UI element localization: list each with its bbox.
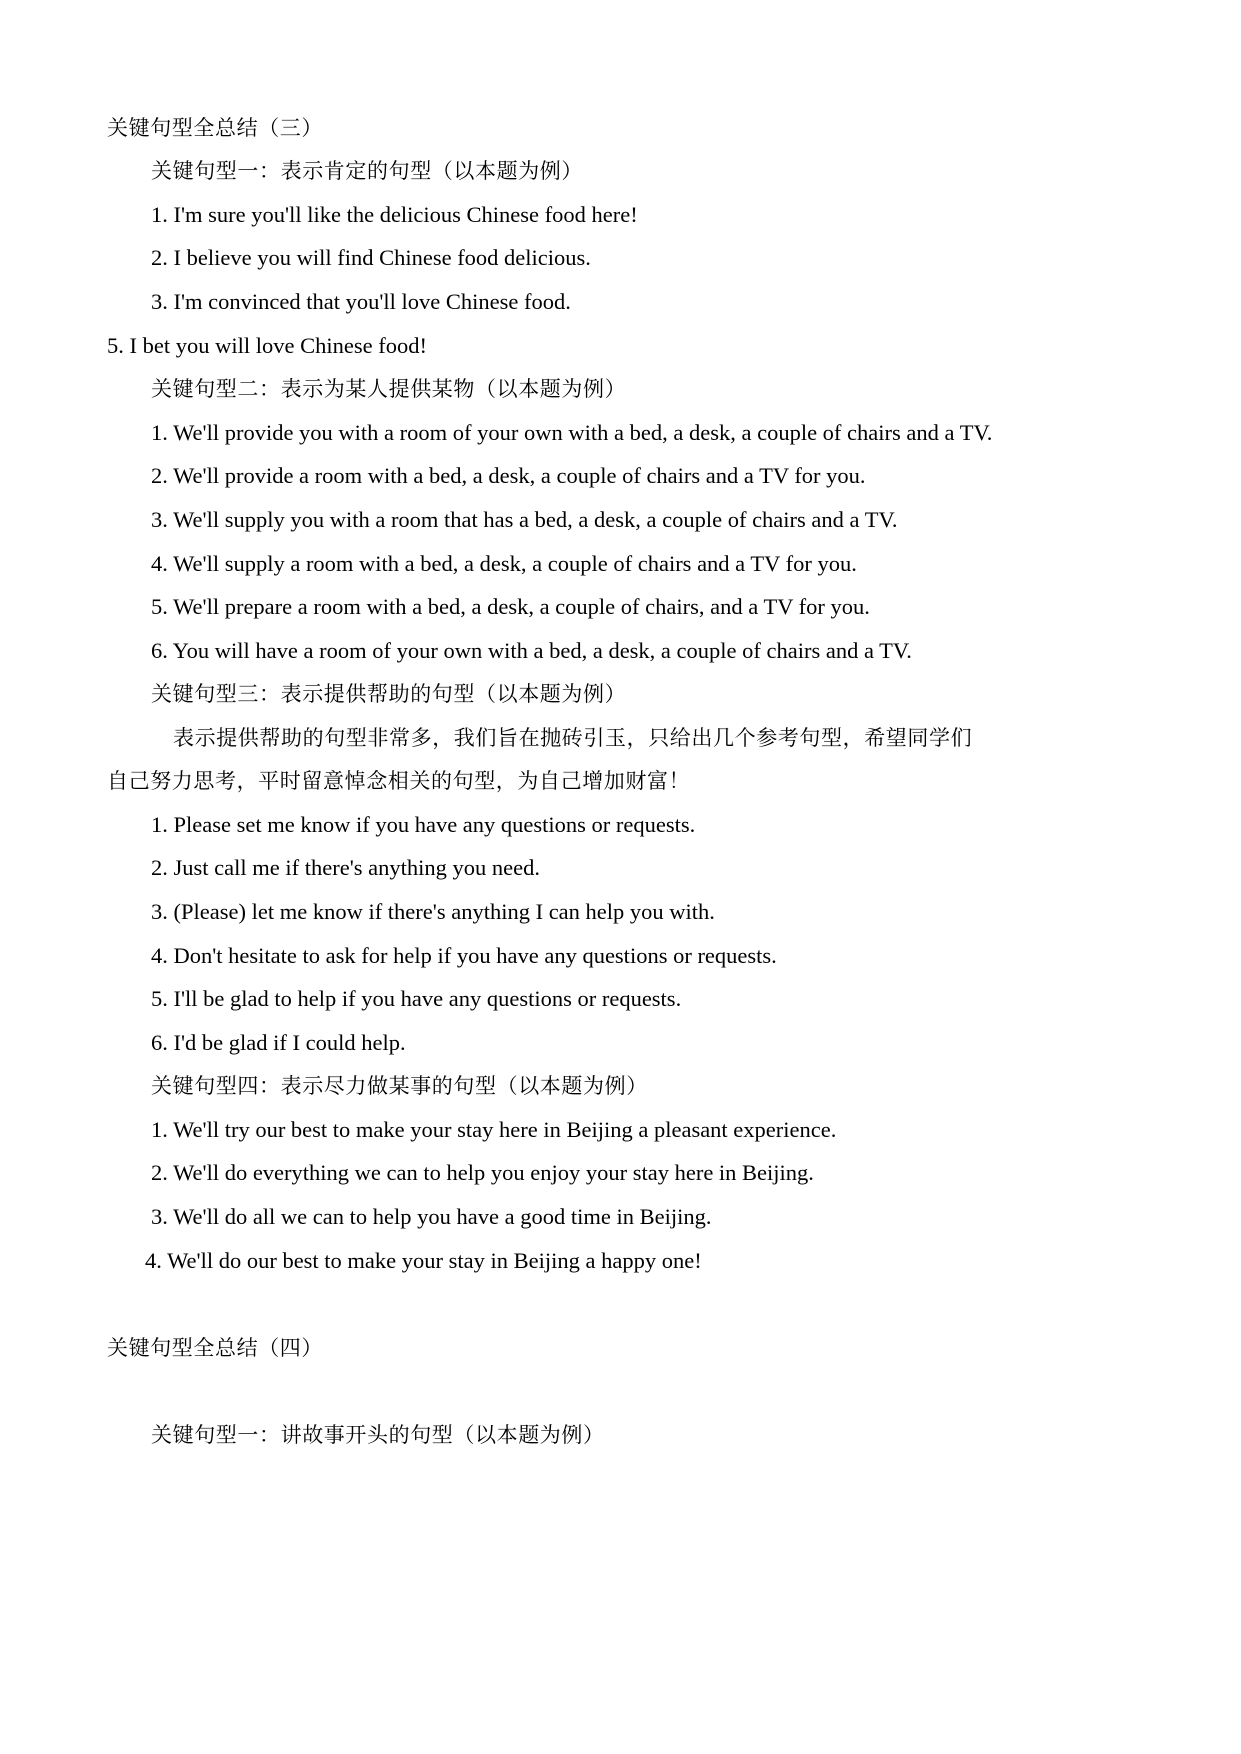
intro-paragraph-line: 自己努力思考，平时留意悼念相关的句型，为自己增加财富！: [107, 769, 691, 793]
list-item: 3. (Please) let me know if there's anything I can help you with.: [151, 899, 715, 924]
list-item: 4. We'll supply a room with a bed, a desk, a couple of chairs and a TV for you.: [151, 551, 857, 576]
list-item: 4. We'll do our best to make your stay in Beijing a happy one!: [145, 1248, 702, 1273]
section-title: 关键句型全总结（四）: [107, 1336, 323, 1360]
list-item: 4. Don't hesitate to ask for help if you have any questions or requests.: [151, 943, 777, 968]
list-item: 1. I'm sure you'll like the delicious Chinese food here!: [151, 202, 638, 227]
list-item: 3. We'll supply you with a room that has a bed, a desk, a couple of chairs and a TV.: [151, 507, 898, 532]
list-item: 2. We'll provide a room with a bed, a desk, a couple of chairs and a TV for you.: [151, 463, 866, 488]
list-item: 6. You will have a room of your own with a bed, a desk, a couple of chairs and a TV.: [151, 638, 912, 663]
pattern-heading: 关键句型四：表示尽力做某事的句型（以本题为例）: [151, 1074, 648, 1098]
pattern-heading: 关键句型二：表示为某人提供某物（以本题为例）: [151, 377, 627, 401]
list-item: 3. We'll do all we can to help you have a good time in Beijing.: [151, 1204, 712, 1229]
list-item: 2. I believe you will find Chinese food delicious.: [151, 245, 591, 270]
list-item: 1. We'll provide you with a room of your own with a bed, a desk, a couple of chairs and a TV.: [151, 420, 993, 445]
pattern-heading: 关键句型三：表示提供帮助的句型（以本题为例）: [151, 682, 627, 706]
section-title: 关键句型全总结（三）: [107, 116, 323, 140]
list-item: 2. Just call me if there's anything you need.: [151, 855, 540, 880]
list-item: 1. Please set me know if you have any questions or requests.: [151, 812, 696, 837]
list-item: 3. I'm convinced that you'll love Chinese food.: [151, 289, 571, 314]
list-item: 1. We'll try our best to make your stay here in Beijing a pleasant experience.: [151, 1117, 837, 1142]
list-item: 2. We'll do everything we can to help you enjoy your stay here in Beijing.: [151, 1160, 814, 1185]
list-item: 6. I'd be glad if I could help.: [151, 1030, 406, 1055]
pattern-heading: 关键句型一：讲故事开头的句型（以本题为例）: [151, 1423, 605, 1447]
intro-paragraph-line: 表示提供帮助的句型非常多，我们旨在抛砖引玉，只给出几个参考句型，希望同学们: [173, 726, 973, 750]
list-item: 5. I'll be glad to help if you have any questions or requests.: [151, 986, 682, 1011]
list-item: 5. We'll prepare a room with a bed, a desk, a couple of chairs, and a TV for you.: [151, 594, 870, 619]
list-item: 5. I bet you will love Chinese food!: [107, 333, 427, 358]
pattern-heading: 关键句型一：表示肯定的句型（以本题为例）: [151, 159, 583, 183]
